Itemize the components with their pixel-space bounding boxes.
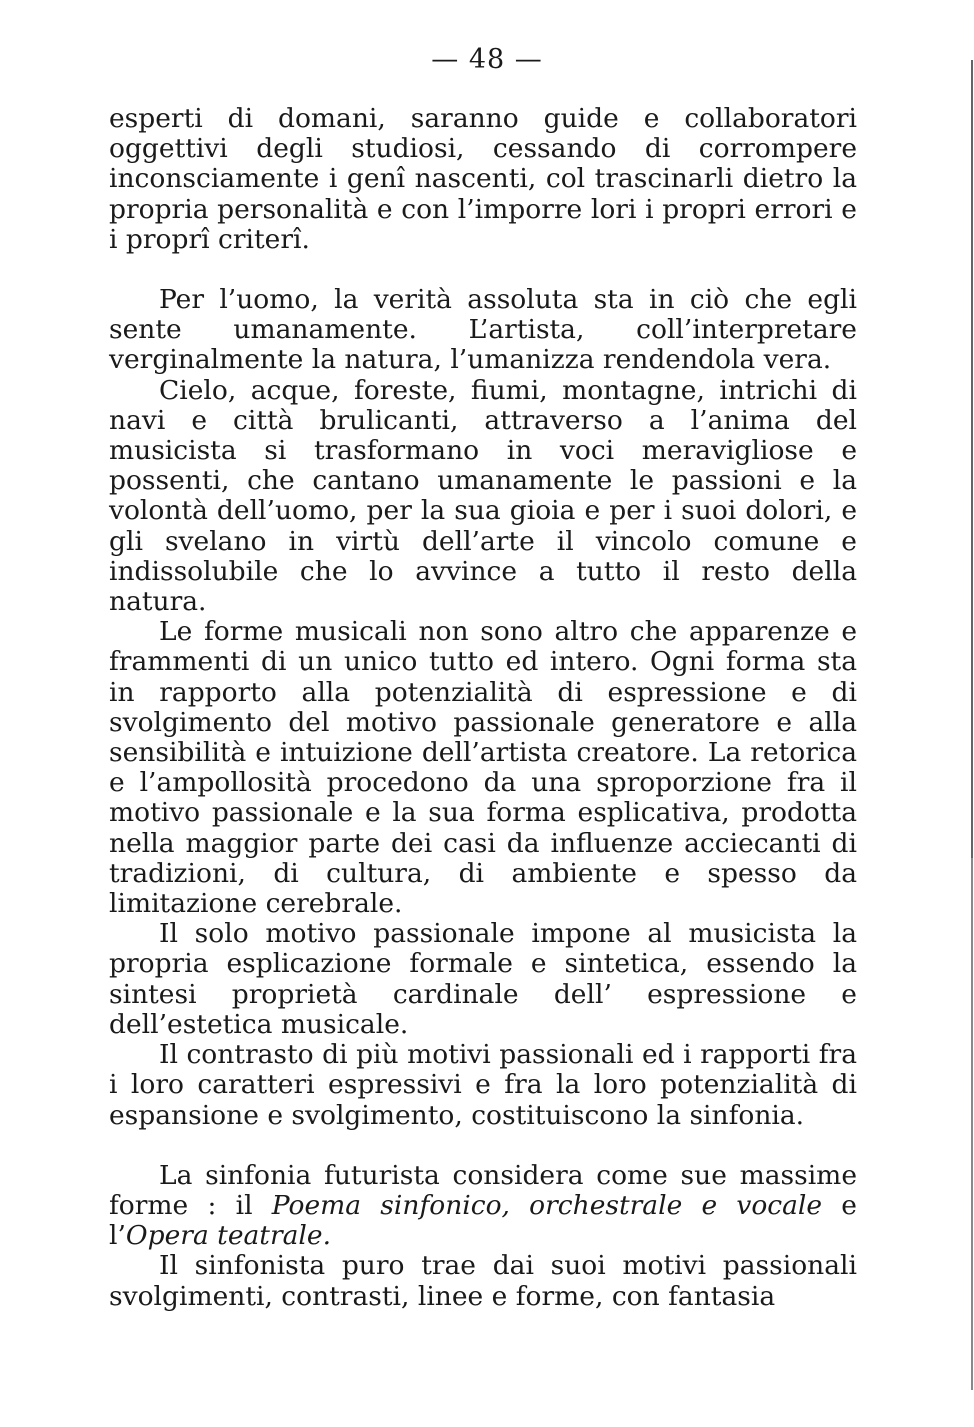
- paragraph-8: Il sinfonista puro trae dai suoi motivi passionali svolgimenti, contrasti, linee e forme, con fantasia: [109, 1250, 857, 1312]
- page-number: — 48 —: [431, 44, 543, 75]
- paragraph-5: Il solo motivo passionale impone al musicista la propria esplicazione formale e sintetica, essendo la sintesi proprietà cardinale dell’ espressione e dell’estetica musicale.: [109, 918, 857, 1040]
- body-text: [109, 104, 857, 1312]
- page-edge-line: [971, 60, 973, 1390]
- paragraph-6: Il contrasto di più motivi passionali ed i rapporti fra i loro caratteri espressivi e fra la loro potenzialità di espansione e svolgimento, costituiscono la sinfonia.: [109, 1039, 857, 1131]
- italic-opera-teatrale: Opera teatrale.: [125, 1220, 331, 1252]
- italic-poema-sinfonico: Poema sinfonico, orchestrale e vocale: [271, 1189, 823, 1221]
- paragraph-4: Le forme musicali non sono altro che apparenze e frammenti di un unico tutto ed intero. Ogni forma sta in rapporto alla potenzialità di espressione e di svolgimento del motivo passionale generatore e alla sensibilità e intuizione dell’artista creatore. La retorica e l’ampollosità procedono da una sproporzione fra il motivo passionale e la sua forma esplicativa, prodotta nella maggior parte dei casi da influenze acciecanti di tradizioni, di cultura, di ambiente e spesso da limitazione cerebrale.: [109, 616, 857, 920]
- paragraph-7-text-a: La sinfonia futurista considera come sue massime forme : il: [109, 1159, 857, 1221]
- paragraph-2: Per l’uomo, la verità assoluta sta in ciò che egli sente umanamente. L’artista, coll’interpretare verginalmente la natura, l’umanizza rendendola vera.: [109, 284, 857, 376]
- paragraph-7: [109, 1161, 857, 1252]
- paragraph-3: Cielo, acque, foreste, fiumi, montagne, intrichi di navi e città brulicanti, attraverso a l’anima del musicista si trasformano in voci meravigliose e possenti, che cantano umanamente le passioni e la volontà dell’uomo, per la sua gioia e per i suoi dolori, e gli svelano in virtù dell’arte il vincolo comune e indissolubile che lo avvince a tutto il resto della natura.: [109, 374, 857, 618]
- paragraph-7-text-c: e l’: [109, 1189, 857, 1252]
- paragraph-1: esperti di domani, saranno guide e collaboratori oggettivi degli studiosi, cessando di corrompere inconsciamente i genî nascenti, col trascinarli dietro la propria personalità e con l’imporre lori i propri errori e i proprî criterî.: [109, 103, 857, 255]
